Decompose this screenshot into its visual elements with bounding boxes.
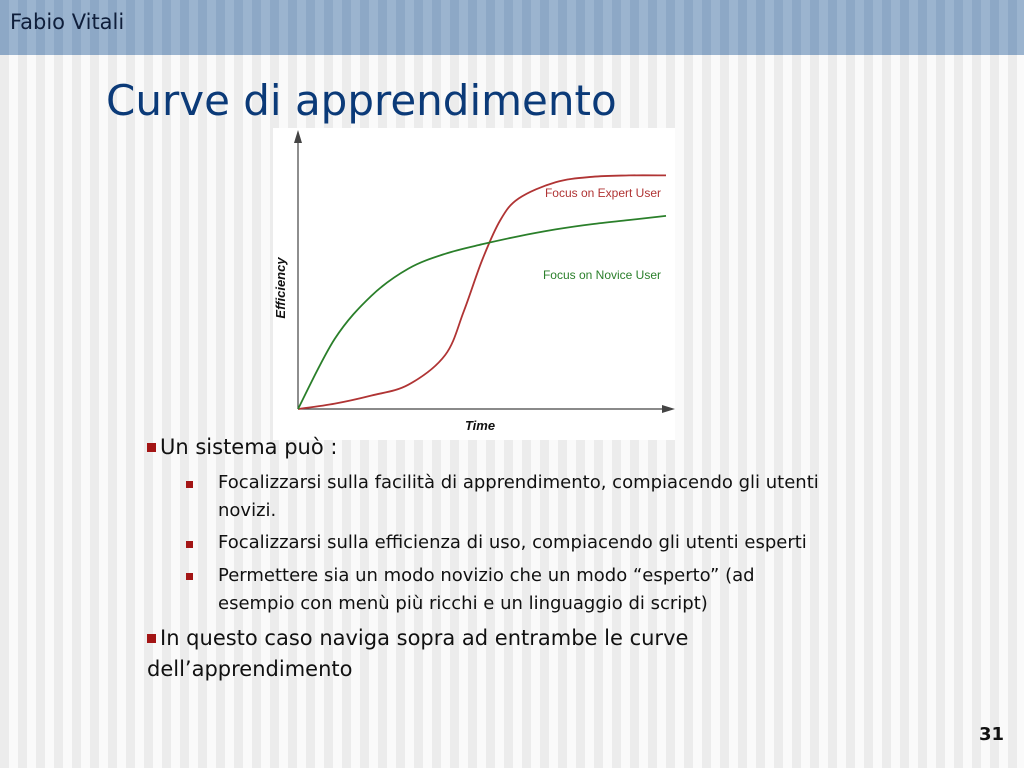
series-label-1: Focus on Expert User: [544, 186, 661, 200]
series-line-2: [298, 216, 666, 409]
sub-bullet-2: Focalizzarsi sulla efficienza di uso, compiacendo gli utenti esperti: [218, 532, 807, 553]
y-axis-label: Efficiency: [273, 257, 288, 319]
learning-curve-chart: [273, 128, 675, 440]
sub-bullet-3-line-1: Permettere sia un modo novizio che un modo “esperto” (ad: [218, 565, 755, 586]
bullet-1: [147, 433, 337, 461]
bullet-2: [147, 624, 688, 652]
bullet-2-line-2: dell’apprendimento: [147, 657, 353, 681]
sub-bullet-square-icon: [186, 481, 193, 488]
bullet-1-text: Un sistema può :: [160, 435, 338, 459]
bullet-2-text: In questo caso naviga sopra ad entrambe le curve: [160, 626, 689, 650]
sub-bullet-3-line-2: esempio con menù più ricchi e un linguaggio di script): [218, 593, 708, 614]
x-axis-arrow-icon: [662, 405, 675, 413]
bullet-square-icon: [147, 634, 156, 643]
sub-bullet-square-icon: [186, 541, 193, 548]
sub-bullet-1-line-1: Focalizzarsi sulla facilità di apprendimento, compiacendo gli utenti: [218, 472, 819, 493]
header-bar: [0, 0, 1024, 55]
slide-title: Curve di apprendimento: [106, 76, 617, 125]
author-name: Fabio Vitali: [10, 10, 125, 34]
sub-bullet-square-icon: [186, 573, 193, 580]
chart-svg: [273, 128, 675, 440]
series-line-1: [298, 175, 666, 409]
x-axis-label: Time: [464, 418, 496, 433]
y-axis-arrow-icon: [294, 130, 302, 143]
bullet-square-icon: [147, 443, 156, 452]
page-number: 31: [978, 724, 1004, 745]
sub-bullet-1-line-2: novizi.: [218, 500, 277, 521]
series-label-2: Focus on Novice User: [542, 268, 661, 282]
